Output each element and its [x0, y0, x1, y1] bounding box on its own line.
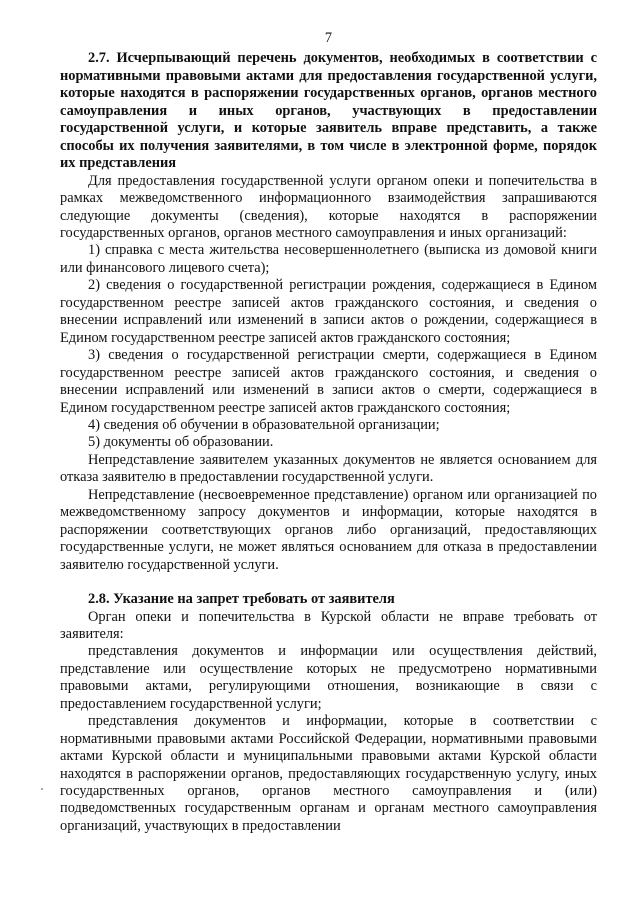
list-item: 1) справка с места жительства несовершеннолетнего (выписка из домовой книги или финансового лицевого счета);	[60, 242, 597, 276]
paragraph: представления документов и информации или осуществления действий, представление или осуществление которых не предусмотрено нормативными правовыми актами, регулирующими отношения, возникающие в связи с предоставлением государственной услуги;	[60, 643, 597, 712]
paragraph-non-submission: Непредставление заявителем указанных документов не является основанием для отказа заявителю в предоставлении государственной услуги.	[60, 451, 597, 486]
document-page	[60, 30, 597, 835]
list-item: 5) документы об образовании.	[88, 434, 274, 451]
list-item: 2) сведения о государственной регистрации рождения, содержащиеся в Едином государственном реестре записей актов гражданского состояния, и сведения о внесении исправлений или изменений в записи актов о рождении, содержащиеся в Едином государственном реестре записей актов гражданского состояния;	[60, 277, 597, 346]
section-2-8-intro: Орган опеки и попечительства в Курской области не вправе требовать от заявителя:	[60, 608, 597, 642]
section-2-7-heading: 2.7. Исчерпывающий перечень документов, необходимых в соответствии с нормативными правовыми актами для предоставления государственной услуги, которые находятся в распоряжении государственных органов, органов местного самоуправления и иных органов, участвующих в предоставлении государственной услуги, и которые заявитель вправе представить, а также способы их получения заявителями, в том числе в электронной форме, порядок их представления	[60, 50, 597, 172]
list-item: 4) сведения об обучении в образовательной организации;	[88, 416, 440, 433]
section-spacer	[60, 574, 597, 591]
page-number: 7	[324, 30, 333, 46]
margin-dot	[41, 788, 43, 790]
section-2-8-heading: 2.8. Указание на запрет требовать от заявителя	[88, 591, 395, 608]
section-2-7-intro: Для предоставления государственной услуги органом опеки и попечительства в рамках межведомственного информационного взаимодействия запрашиваются следующие документы (сведения), которые находятся в распоряжении государственных органов, органов местного самоуправления и иных организаций:	[60, 172, 597, 241]
paragraph: представления документов и информации, которые в соответствии с нормативными правовыми актами Российской Федерации, нормативными правовыми актами Курской области и муниципальными правовыми актами Курской области находятся в распоряжении органов, предоставляющих государственную услугу, иных государственных органов, органов местного самоуправления и (или) подведомственных государственным органам и органам местного самоуправления организаций, участвующих в предоставлении	[60, 713, 597, 834]
list-item: 3) сведения о государственной регистрации смерти, содержащиеся в Едином государственном реестре записей актов гражданского состояния, и сведения о внесении исправлений или изменений в записи актов о смерти, содержащиеся в Едином государственном реестре записей актов гражданского состояния;	[60, 347, 597, 416]
paragraph-late-submission: Непредставление (несвоевременное представление) органом или организацией по межведомственному запросу документов и информации, которые находятся в распоряжении соответствующих органов либо организаций, предоставляющих государственные услуги, не может являться основанием для отказа в предоставлении заявителю государственной услуги.	[60, 486, 597, 573]
